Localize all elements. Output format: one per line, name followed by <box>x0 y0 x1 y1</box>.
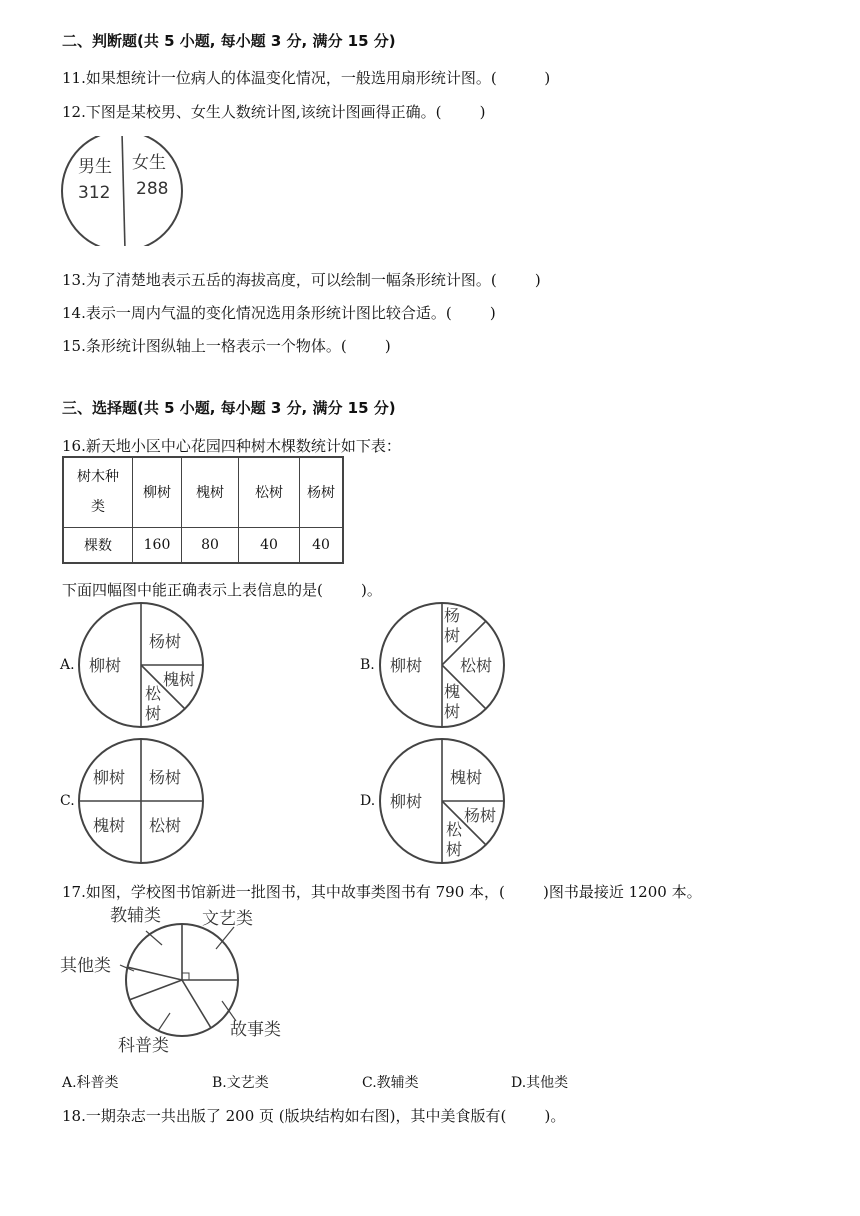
pie-option-b <box>378 601 510 731</box>
table-value-song: 40 <box>239 527 300 563</box>
pie-d-huai: 槐树 <box>450 768 483 787</box>
pie-a-yang: 杨树 <box>149 632 182 651</box>
pie12-left-value: 312 <box>78 183 111 203</box>
question-13: 13.为了清楚地表示五岳的海拔高度，可以绘制一幅条形统计图。( ) <box>62 271 541 289</box>
table-header-type: 树木种 类 <box>63 457 133 527</box>
q17-option-d: D.其他类 <box>511 1075 569 1091</box>
pie-option-a <box>77 601 209 731</box>
pie-b-huai2: 树 <box>444 702 461 721</box>
pie-c-liu: 柳树 <box>93 768 126 787</box>
pie17-wenyi: 文艺类 <box>202 909 253 929</box>
pie-a-liu: 柳树 <box>89 656 122 675</box>
table-col-yang: 杨树 <box>300 457 344 527</box>
pie-a-song2: 树 <box>145 704 162 723</box>
pie-d-liu: 柳树 <box>390 792 423 811</box>
tree-count-table <box>62 456 344 564</box>
option-b-label: B. <box>360 657 375 673</box>
question-16: 16.新天地小区中心花园四种树木棵数统计如下表： <box>62 437 401 455</box>
pie-option-d <box>378 737 510 867</box>
q17-option-b: B.文艺类 <box>212 1075 269 1091</box>
pie-c-huai: 槐树 <box>93 816 126 835</box>
pie-b-liu: 柳树 <box>390 656 423 675</box>
pie-a-huai: 槐树 <box>163 670 196 689</box>
pie-b-yang1: 杨 <box>444 606 461 625</box>
pie17-kepu: 科普类 <box>118 1036 169 1055</box>
question-14: 14.表示一周内气温的变化情况选用条形统计图比较合适。( ) <box>62 304 496 322</box>
pie-chart-q17 <box>58 905 298 1055</box>
question-15: 15.条形统计图纵轴上一格表示一个物体。( ) <box>62 337 391 355</box>
pie17-qita: 其他类 <box>60 956 111 976</box>
pie-b-huai1: 槐 <box>444 682 461 701</box>
question-16b: 下面四幅图中能正确表示上表信息的是( )。 <box>62 581 382 599</box>
question-11: 11.如果想统计一位病人的体温变化情况，一般选用扇形统计图。( ) <box>62 69 551 87</box>
table-value-yang: 40 <box>300 527 344 563</box>
pie-chart-q12 <box>60 136 190 246</box>
pie-b-yang2: 树 <box>444 626 461 645</box>
question-18: 18.一期杂志一共出版了 200 页 (版块结构如右图)，其中美食版有( )。 <box>62 1107 566 1125</box>
pie-d-song1: 松 <box>446 820 463 839</box>
pie-option-c <box>77 737 209 867</box>
table-col-song: 松树 <box>239 457 300 527</box>
pie-a-song1: 松 <box>145 684 162 703</box>
table-row-label: 棵数 <box>63 527 133 563</box>
question-12: 12.下图是某校男、女生人数统计图,该统计图画得正确。( ) <box>62 103 486 121</box>
pie-c-song: 松树 <box>149 816 182 835</box>
q17-option-a: A.科普类 <box>62 1075 119 1091</box>
q17-option-c: C.教辅类 <box>362 1075 419 1091</box>
section-3-title: 三、选择题(共 5 小题, 每小题 3 分, 满分 15 分) <box>62 399 396 417</box>
table-col-huai: 槐树 <box>182 457 239 527</box>
option-c-label: C. <box>60 793 75 809</box>
pie12-right-value: 288 <box>136 179 169 199</box>
pie-c-yang: 杨树 <box>149 768 182 787</box>
table-col-liu: 柳树 <box>133 457 182 527</box>
option-d-label: D. <box>360 793 376 809</box>
pie12-left-label: 男生 <box>78 157 112 177</box>
pie12-right-label: 女生 <box>132 153 166 173</box>
section-2-title: 二、判断题(共 5 小题, 每小题 3 分, 满分 15 分) <box>62 32 396 50</box>
pie-d-song2: 树 <box>446 840 463 859</box>
table-value-liu: 160 <box>133 527 182 563</box>
pie-d-yang: 杨树 <box>464 806 497 825</box>
pie17-gushi: 故事类 <box>230 1020 281 1040</box>
pie17-jiaofu: 教辅类 <box>110 906 161 926</box>
question-17: 17.如图，学校图书馆新进一批图书，其中故事类图书有 790 本，( )图书最接近 1200 本。 <box>62 883 702 901</box>
option-a-label: A. <box>60 657 75 673</box>
table-value-huai: 80 <box>182 527 239 563</box>
pie-b-song: 松树 <box>460 656 493 675</box>
